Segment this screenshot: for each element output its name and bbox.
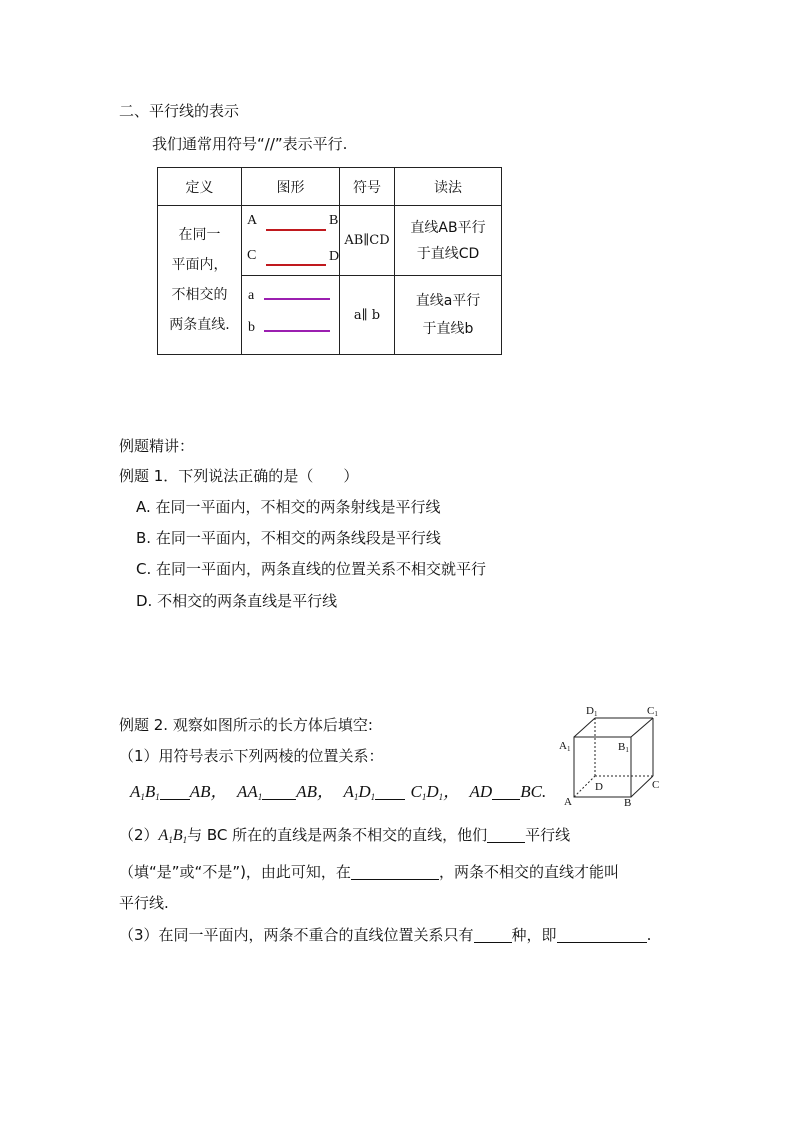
example2-q1: （1）用符号表示下列两棱的位置关系：: [119, 747, 384, 765]
edge-aa1: $AA_1$: [236, 782, 263, 802]
example1-option-c: C. 在同一平面内，两条直线的位置关系不相交就平行: [136, 560, 487, 578]
answer-blank-3[interactable]: [375, 783, 405, 800]
reading-line: 于直线CD: [416, 245, 480, 262]
reading-line: 于直线b: [422, 321, 474, 337]
section-intro: 我们通常用符号“//”表示平行.: [152, 135, 348, 153]
vertex-D1: D1: [586, 705, 598, 718]
vertex-D: D: [595, 781, 603, 793]
edge-c1d1: $C_1D_1$: [410, 782, 444, 802]
example1-question: 例题 1．下列说法正确的是（ ）: [119, 467, 359, 485]
example1-option-d: D. 不相交的两条直线是平行线: [136, 592, 338, 610]
line-cd: [266, 264, 326, 266]
edge-ad: AD: [469, 782, 493, 801]
answer-blank-1[interactable]: [160, 783, 190, 800]
vertex-B: B: [624, 797, 632, 808]
reading-line: 直线a平行: [415, 293, 481, 309]
edge-a1b1: $A_1B_1$: [130, 782, 160, 802]
vertex-A1: A1: [559, 740, 571, 753]
line-ab: [266, 229, 326, 231]
line-b: [264, 330, 330, 332]
answer-blank-2[interactable]: [262, 783, 296, 800]
edge-ab-2: AB，: [296, 782, 335, 801]
example2-q2-line2: （填“是”或“不是”)，由此可知，在 ，两条不相交的直线才能叫: [119, 863, 619, 881]
examples-heading: 例题精讲：: [119, 437, 195, 455]
edge-ab: AB，: [189, 782, 228, 801]
definition-line: 两条直线.: [169, 317, 230, 333]
header-definition: 定义: [158, 168, 242, 206]
vertex-B1: B1: [618, 741, 629, 754]
label-C: C: [247, 248, 257, 263]
example2-q3: （3）在同一平面内，两条不重合的直线位置关系只有 种，即 .: [119, 926, 652, 944]
definition-line: 平面内，: [171, 257, 228, 273]
definition-line: 不相交的: [171, 287, 228, 303]
line-a: [264, 298, 330, 300]
symbol-a-b: a∥ b: [340, 276, 395, 355]
edge-a1d1: $A_1D_1$: [343, 782, 376, 802]
label-B: B: [329, 213, 339, 228]
vertex-C: C: [652, 779, 660, 791]
vertex-A: A: [564, 796, 572, 808]
answer-blank-4[interactable]: [492, 783, 520, 800]
label-a: a: [248, 288, 255, 303]
label-D: D: [329, 249, 340, 264]
section-title: 二、平行线的表示: [119, 102, 240, 120]
cuboid-figure: [556, 702, 668, 808]
example1-option-b: B. 在同一平面内，不相交的两条线段是平行线: [136, 529, 441, 547]
symbol-ab-cd: AB∥CD: [340, 206, 395, 276]
example2-q2-line1: $(2)A_1B_1$与 BC 所在的直线是两条不相交的直线，他们 平行线: [119, 826, 571, 845]
example1-option-a: A. 在同一平面内，不相交的两条射线是平行线: [136, 498, 441, 516]
header-symbol: 符号: [340, 168, 395, 206]
header-reading: 读法: [395, 168, 502, 206]
example2-question: 例题 2. 观察如图所示的长方体后填空:: [119, 716, 373, 734]
reading-a-b: [395, 276, 502, 355]
label-b: b: [248, 320, 255, 335]
edge-bc: BC.: [520, 782, 547, 801]
header-figure: 图形: [242, 168, 340, 206]
example2-q2-line3: 平行线.: [119, 894, 169, 912]
edge-a1b1-q2: $A_1B_1$: [158, 827, 188, 845]
answer-blank-6[interactable]: [351, 863, 439, 880]
vertex-C1: C1: [647, 705, 658, 718]
label-A: A: [247, 213, 258, 228]
definition-cell: [158, 206, 242, 355]
reading-ab-cd: [395, 206, 502, 276]
figure-ab-cd: [242, 206, 340, 276]
parallel-notation-table: [157, 167, 502, 355]
figure-a-b: [242, 276, 340, 355]
example2-q1-answers: $A_1B_1$ AB， $AA_1$ AB， $A_1D_1$ $C_1D_1$， AD BC.: [130, 782, 547, 802]
reading-line: 直线AB平行: [410, 219, 486, 236]
answer-blank-7[interactable]: [474, 926, 512, 943]
answer-blank-8[interactable]: [557, 926, 647, 943]
definition-line: 在同一: [178, 227, 221, 243]
answer-blank-5[interactable]: [487, 826, 525, 843]
